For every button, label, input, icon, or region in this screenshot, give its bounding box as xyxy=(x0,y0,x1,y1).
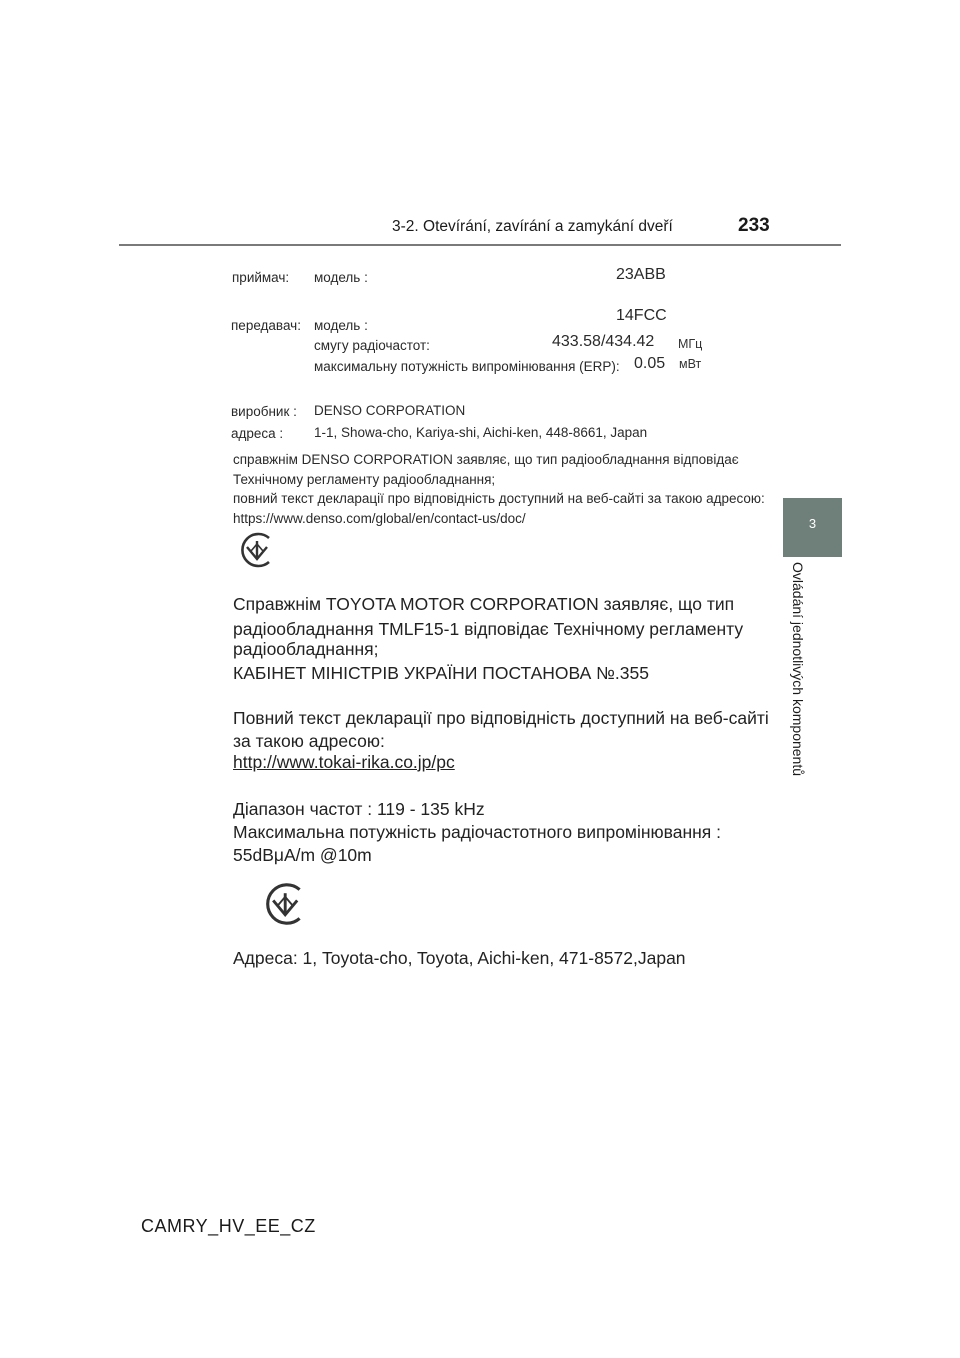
spec-line: Діапазон частот : 119 - 135 kHz xyxy=(233,799,485,819)
spec-line: Максимальна потужність радіочастотного випромінювання : xyxy=(233,822,721,842)
spec-line: 55dBμA/m @10m xyxy=(233,845,372,865)
transmitter-model-label: модель : xyxy=(314,318,368,333)
power-value: 0.05 xyxy=(634,355,666,372)
tokai-rika-link[interactable]: http://www.tokai-rika.co.jp/pc xyxy=(233,752,455,772)
power-label: максимальну потужність випромінювання (ERP): xyxy=(314,359,620,374)
power-unit: мВт xyxy=(679,357,702,371)
fulltext-line: за такою адресою: xyxy=(233,731,385,751)
address-label: адреса : xyxy=(231,426,284,441)
address-value: 1-1, Showa-cho, Kariya-shi, Aichi-ken, 448-8661, Japan xyxy=(314,425,648,440)
document-code: CAMRY_HV_EE_CZ xyxy=(141,1216,316,1236)
toyota-declaration-line: радіообладнання; xyxy=(233,639,379,659)
chapter-label: Ovládání jednotlivých komponentů xyxy=(790,562,806,777)
receiver-model-value: 23ABB xyxy=(616,266,666,283)
fulltext-line: Повний текст декларації про відповідність доступний на веб-сайті xyxy=(233,708,769,728)
band-value: 433.58/434.42 xyxy=(552,333,655,350)
toyota-declaration-line: радіообладнання TMLF15-1 відповідає Технічному регламенту xyxy=(233,619,744,639)
declaration-line: Технічному регламенту радіообладнання; xyxy=(233,472,496,487)
band-unit: МГц xyxy=(678,337,703,351)
ukraine-conformity-mark-icon xyxy=(236,530,276,570)
transmitter-model-value: 14FCC xyxy=(616,307,667,324)
transmitter-label: передавач: xyxy=(231,318,301,333)
receiver-label: приймач: xyxy=(232,270,290,285)
declaration-line: повний текст декларації про відповідність доступний на веб-сайті за такою адресою: xyxy=(233,491,765,506)
header-rule xyxy=(119,244,841,246)
toyota-declaration-line: КАБІНЕТ МІНІСТРІВ УКРАЇНИ ПОСТАНОВА №.355 xyxy=(233,663,649,683)
manufacturer-value: DENSO CORPORATION xyxy=(314,403,466,418)
band-label: смугу радіочастот: xyxy=(314,338,430,353)
toyota-declaration-line: Справжнім TOYOTA MOTOR CORPORATION заявляє, що тип xyxy=(233,594,735,614)
manufacturer-label: виробник : xyxy=(231,404,297,419)
denso-url: https://www.denso.com/global/en/contact-us/doc/ xyxy=(233,511,526,526)
ukraine-conformity-mark-icon xyxy=(260,880,308,928)
declaration-line: справжнім DENSO CORPORATION заявляє, що тип радіообладнання відповідає xyxy=(233,452,739,467)
chapter-number: 3 xyxy=(808,516,817,531)
toyota-address: Адреса: 1, Toyota-cho, Toyota, Aichi-ken, 471-8572,Japan xyxy=(233,948,686,968)
receiver-model-label: модель : xyxy=(314,270,368,285)
section-title: 3-2. Otevírání, zavírání a zamykání dveří xyxy=(392,218,673,235)
page-number: 233 xyxy=(738,215,770,236)
